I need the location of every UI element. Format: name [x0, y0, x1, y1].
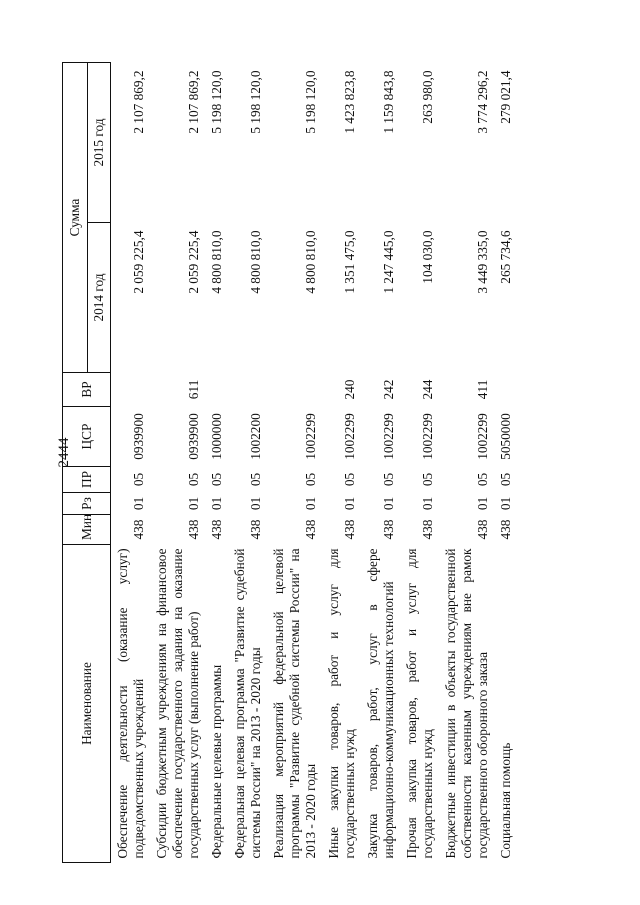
row-pr-cell: 05 — [420, 472, 435, 487]
row-rz-cell: 01 — [303, 496, 318, 511]
row-pr-cell: 05 — [186, 472, 201, 487]
row-rz-cell: 01 — [381, 496, 396, 511]
header-min: Мин — [63, 515, 111, 545]
row-sum-2015-cell: 5 198 120,0 — [303, 70, 318, 134]
row-sum-2014-cell: 1 351 475,0 — [342, 230, 357, 294]
row-sum-2015-cell: 3 774 296,2 — [475, 70, 490, 134]
row-pr-cell: 05 — [342, 472, 357, 487]
row-csr-cell: 1002200 — [248, 413, 263, 460]
row-sum-2015-cell: 2 107 869,2 — [131, 70, 146, 134]
row-csr-cell: 1000000 — [209, 413, 224, 460]
row-csr-cell: 1002299 — [475, 413, 490, 460]
row-vr-cell: 611 — [186, 379, 201, 400]
row-sum-2014-cell: 1 247 445,0 — [381, 230, 396, 294]
row-min-cell: 438 — [381, 519, 396, 540]
row-pr-cell: 05 — [131, 472, 146, 487]
row-pr-cell: 05 — [248, 472, 263, 487]
row-vr-cell — [228, 373, 267, 407]
row-rz-cell: 01 — [131, 496, 146, 511]
row-name-cell: Реализация мероприятий федеральной целевой программы "Развитие судебной системы России" на 2013 - 2020 годы — [271, 548, 318, 859]
row-pr-cell: 05 — [475, 472, 490, 487]
row-vr-cell — [267, 373, 322, 407]
table-row — [439, 63, 494, 863]
table-row — [400, 63, 439, 863]
row-csr-cell: 0939900 — [186, 413, 201, 460]
row-csr-cell: 5050000 — [498, 413, 513, 460]
row-min-cell: 438 — [498, 519, 513, 540]
row-vr-cell — [205, 373, 228, 407]
table-body — [111, 63, 518, 863]
row-sum-2015-cell: 1 159 843,8 — [381, 70, 396, 134]
row-name-cell: Иные закупки товаров, работ и услуг для государственных нужд — [326, 548, 357, 859]
table-row — [150, 63, 205, 863]
row-name-cell: Обеспечение деятельности (оказание услуг) подведомственных учреждений — [115, 548, 146, 859]
row-pr-cell: 05 — [303, 472, 318, 487]
row-rz-cell: 01 — [342, 496, 357, 511]
row-csr-cell: 1002299 — [303, 413, 318, 460]
row-sum-2014-cell: 4 800 810,0 — [248, 230, 263, 294]
table-row — [205, 63, 228, 863]
header-2014: 2014 год — [88, 223, 111, 373]
header-pr: ПР — [63, 467, 111, 493]
row-min-cell: 438 — [420, 519, 435, 540]
row-sum-2015-cell: 5 198 120,0 — [209, 70, 224, 134]
row-min-cell: 438 — [248, 519, 263, 540]
header-vr: ВР — [63, 373, 111, 407]
header-rz: Рз — [63, 493, 111, 515]
row-sum-2015-cell: 279 021,4 — [498, 70, 513, 124]
row-pr-cell: 05 — [381, 472, 396, 487]
row-pr-cell: 05 — [498, 472, 513, 487]
row-sum-2015-cell: 5 198 120,0 — [248, 70, 263, 134]
row-rz-cell: 01 — [209, 496, 224, 511]
row-name-cell: Федеральные целевые программы — [209, 664, 224, 859]
row-vr-cell: 411 — [475, 379, 490, 400]
table-row — [361, 63, 400, 863]
row-vr-cell: 240 — [342, 379, 357, 400]
row-min-cell: 438 — [342, 519, 357, 540]
page-number: 2444 — [56, 437, 72, 468]
row-name-cell: Федеральная целевая программа "Развитие судебной системы России" на 2013 - 2020 годы — [232, 548, 263, 859]
header-csr: ЦСР — [63, 407, 111, 467]
header-sum: Сумма — [63, 63, 88, 373]
table-row — [228, 63, 267, 863]
row-min-cell: 438 — [209, 519, 224, 540]
row-sum-2014-cell: 2 059 225,4 — [131, 230, 146, 294]
row-sum-2014-cell: 104 030,0 — [420, 230, 435, 284]
row-csr-cell: 1002299 — [342, 413, 357, 460]
row-rz-cell: 01 — [420, 496, 435, 511]
row-pr-cell: 05 — [209, 472, 224, 487]
header-2015: 2015 год — [88, 63, 111, 223]
row-csr-cell: 1002299 — [381, 413, 396, 460]
header-name: Наименование — [63, 545, 111, 863]
table-row — [494, 63, 517, 863]
row-rz-cell: 01 — [186, 496, 201, 511]
row-sum-2014-cell: 3 449 335,0 — [475, 230, 490, 294]
row-vr-cell — [494, 373, 517, 407]
row-sum-2014-cell: 265 734,6 — [498, 230, 513, 284]
row-name-cell: Социальная помощь — [498, 742, 513, 859]
row-min-cell: 438 — [186, 519, 201, 540]
row-vr-cell: 242 — [381, 379, 396, 400]
table-row — [111, 63, 151, 863]
row-rz-cell: 01 — [498, 496, 513, 511]
row-sum-2015-cell: 2 107 869,2 — [186, 70, 201, 134]
row-sum-2014-cell: 4 800 810,0 — [303, 230, 318, 294]
row-vr-cell: 244 — [420, 379, 435, 400]
budget-table — [62, 62, 517, 863]
row-sum-2015-cell: 263 980,0 — [420, 70, 435, 124]
row-csr-cell: 1002299 — [420, 413, 435, 460]
row-min-cell: 438 — [475, 519, 490, 540]
row-min-cell: 438 — [303, 519, 318, 540]
row-name-cell: Бюджетные инвестиции в объекты государственной собственности казенным учреждениям вне рамок государственного оборонного заказа — [443, 548, 490, 859]
row-csr-cell: 0939900 — [131, 413, 146, 460]
row-rz-cell: 01 — [475, 496, 490, 511]
row-name-cell: Прочая закупка товаров, работ и услуг для государственных нужд — [404, 548, 435, 859]
row-sum-2014-cell: 2 059 225,4 — [186, 230, 201, 294]
table-row — [267, 63, 322, 863]
row-vr-cell — [111, 373, 151, 407]
table-row — [322, 63, 361, 863]
row-rz-cell: 01 — [248, 496, 263, 511]
row-sum-2014-cell: 4 800 810,0 — [209, 230, 224, 294]
row-name-cell: Субсидии бюджетным учреждениям на финансовое обеспечение государственного задания на оказание государственных услуг (выполнение работ) — [154, 548, 201, 859]
row-name-cell: Закупка товаров, работ, услуг в сфере информационно-коммуникационных технологий — [365, 548, 396, 859]
row-min-cell: 438 — [131, 519, 146, 540]
row-sum-2015-cell: 1 423 823,8 — [342, 70, 357, 134]
